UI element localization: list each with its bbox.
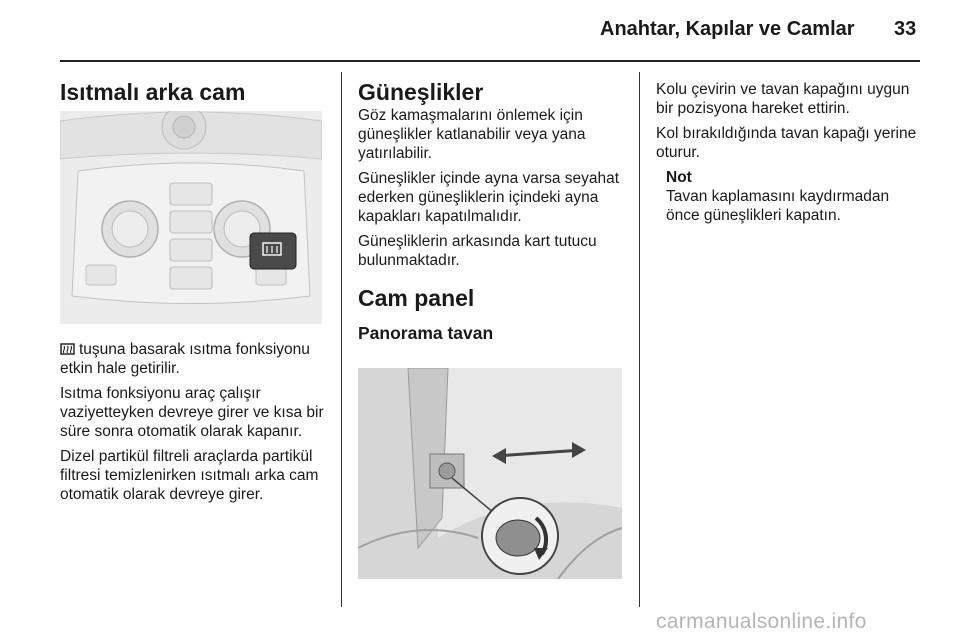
column-divider-2: [639, 72, 640, 607]
column-2: [358, 78, 626, 344]
watermark: carmanualsonline.info: [656, 610, 867, 633]
note-box: [656, 168, 922, 225]
paragraph-text: tuşuna basarak ısıtma fonksiyonu etkin hale getirilir.: [60, 341, 310, 377]
column-1: [60, 78, 328, 106]
paragraph: Güneşliklerin arkasında kart tutucu bulunmaktadır.: [358, 233, 597, 269]
page-number: 33: [894, 18, 917, 40]
rear-window-heater-icon: [60, 342, 75, 356]
paragraph: [60, 340, 328, 378]
column-1-text: [60, 340, 328, 510]
paragraph: Isıtma fonksiyonu araç çalışır vaziyetteyken devreye girer ve kısa bir süre sonra otomatik olarak kapanır.: [60, 385, 324, 440]
paragraph: Kolu çevirin ve tavan kapağını uygun bir pozisyona hareket ettirin.: [656, 81, 910, 117]
panorama-roof-lever-illustration: [358, 368, 622, 579]
column-divider-1: [341, 72, 342, 607]
paragraph: Göz kamaşmalarını önlemek için güneşlikler katlanabilir veya yana yatırılabilir.: [358, 107, 586, 162]
column-3: [656, 80, 922, 225]
panorama-roof-figure: [358, 368, 622, 579]
page-header-title: Anahtar, Kapılar ve Camlar: [600, 18, 855, 40]
climate-control-figure: [60, 111, 322, 324]
subheading-panorama-roof: Panorama tavan: [358, 323, 494, 343]
paragraph: Güneşlikler içinde ayna varsa seyahat ederken güneşliklerin içindeki ayna kapakları kapatılmalıdır.: [358, 170, 620, 225]
section-heading-glass-panel: Cam panel: [358, 285, 475, 311]
section-heading-sun-visors: Güneşlikler: [358, 79, 484, 105]
climate-control-panel-illustration: [60, 111, 322, 324]
note-text: Tavan kaplamasını kaydırmadan önce güneşlikleri kapatın.: [666, 188, 890, 224]
paragraph: Dizel partikül filtreli araçlarda partikül filtresi temizlenirken ısıtmalı arka cam otomatik olarak devreye girer.: [60, 448, 319, 503]
header-rule: [60, 60, 920, 62]
section-heading-heated-rear-window: Isıtmalı arka cam: [60, 79, 246, 105]
note-label: Not: [666, 169, 692, 186]
paragraph: Kol bırakıldığında tavan kapağı yerine oturur.: [656, 125, 917, 161]
